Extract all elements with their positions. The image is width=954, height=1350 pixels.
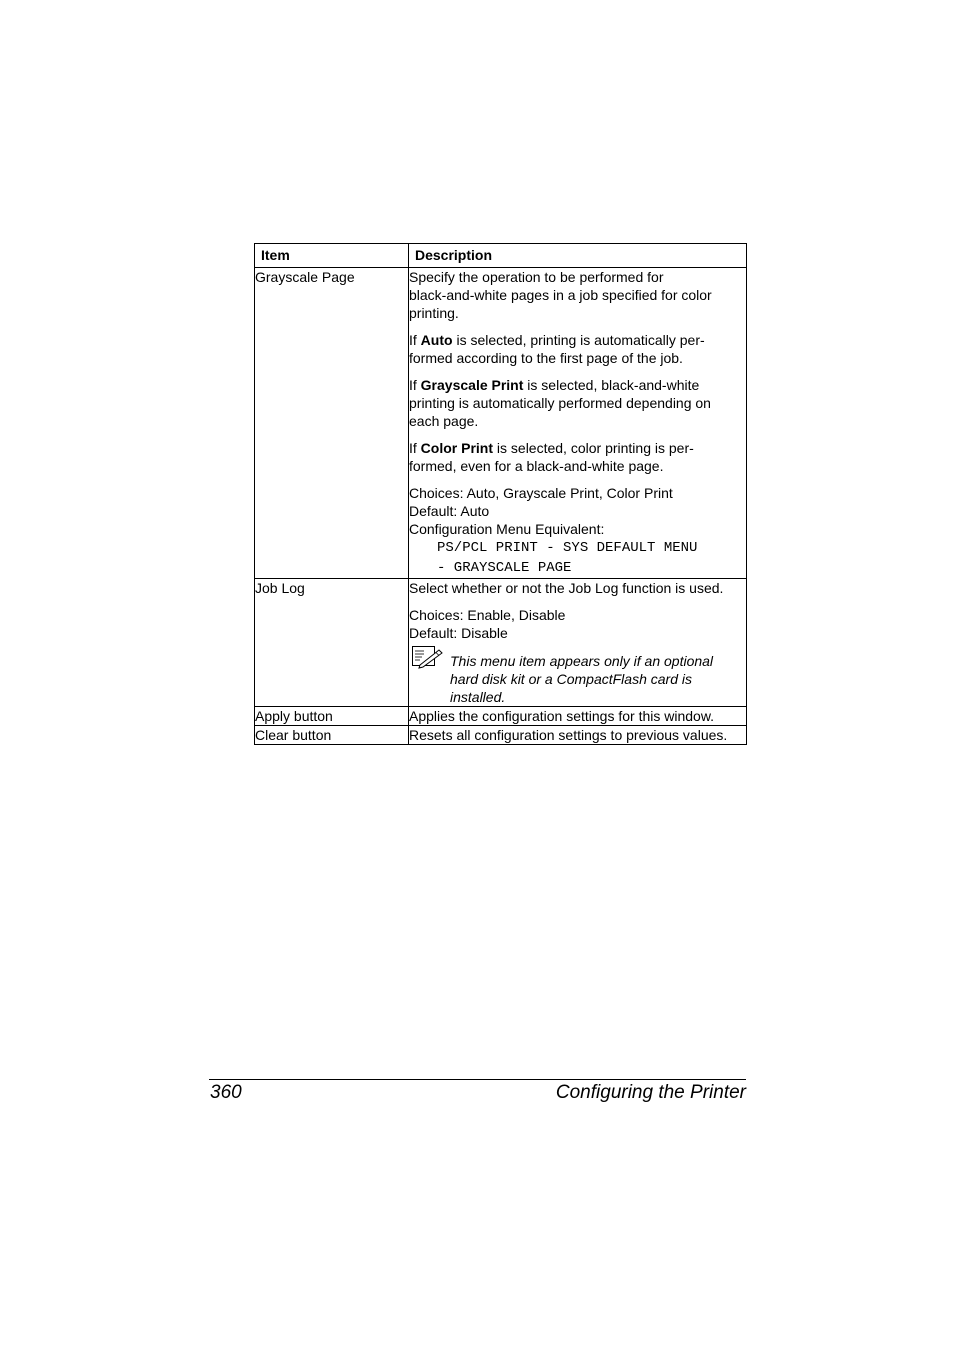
menu-path: PS/PCL PRINT - SYS DEFAULT MENU — [437, 540, 698, 556]
note-text: installed. — [450, 689, 506, 705]
text-rest: is selected, black-and-white — [523, 377, 700, 393]
option-name: Grayscale Print — [420, 377, 524, 393]
description-paragraph — [409, 484, 746, 578]
text-line: Specify the operation to be performed for — [409, 269, 664, 285]
note-text: hard disk kit or a CompactFlash card is — [450, 671, 692, 687]
settings-table — [254, 243, 747, 745]
text-line — [409, 376, 746, 394]
text-line: printing. — [409, 305, 459, 321]
text-line: printing is automatically performed depending on — [409, 395, 711, 411]
option-name: Auto — [420, 332, 453, 348]
description-cell — [409, 268, 747, 579]
description-paragraph — [409, 376, 746, 430]
note-text: This menu item appears only if an optional — [450, 653, 714, 669]
description-cell — [409, 579, 747, 707]
text-line: black-and-white pages in a job specified for color — [409, 287, 712, 303]
header-item: Item — [255, 244, 409, 268]
text-line: formed according to the first page of the job. — [409, 350, 683, 366]
text-line — [409, 439, 746, 457]
table-header-row — [255, 244, 747, 268]
table-row-grayscale-page — [255, 268, 747, 579]
text-line — [409, 331, 746, 349]
description-paragraph — [409, 268, 746, 322]
item-cell: Grayscale Page — [255, 268, 409, 579]
footer-title: Configuring the Printer — [555, 1082, 746, 1103]
description-cell: Applies the configuration settings for this window. — [409, 707, 747, 726]
default-text: Default: Disable — [409, 625, 508, 641]
item-cell: Job Log — [255, 579, 409, 707]
menu-equivalent-label: Configuration Menu Equivalent: — [409, 521, 605, 537]
menu-path: - GRAYSCALE PAGE — [437, 560, 572, 576]
description-paragraph — [409, 439, 746, 475]
text-prefix: If — [409, 440, 421, 456]
item-cell: Clear button — [255, 726, 409, 745]
description-paragraph — [409, 606, 746, 642]
table-row-job-log — [255, 579, 747, 707]
text-line: Select whether or not the Job Log function is used. — [409, 580, 724, 596]
choices-text: Choices: Enable, Disable — [409, 607, 566, 623]
text-line: each page. — [409, 413, 479, 429]
description-paragraph — [409, 331, 746, 367]
default-text: Default: Auto — [409, 503, 490, 519]
table-row-clear-button — [255, 726, 747, 745]
text-rest: is selected, color printing is per- — [493, 440, 694, 456]
table-row-apply-button — [255, 707, 747, 726]
description-paragraph — [409, 579, 746, 597]
note-block — [409, 652, 746, 706]
text-prefix: If — [409, 377, 421, 393]
note-pencil-icon — [411, 645, 443, 669]
page-number: 360 — [210, 1082, 242, 1103]
footer-divider — [209, 1079, 746, 1080]
text-rest: is selected, printing is automatically per- — [452, 332, 705, 348]
option-name: Color Print — [420, 440, 494, 456]
header-description: Description — [409, 244, 747, 268]
text-line: formed, even for a black-and-white page. — [409, 458, 664, 474]
item-cell: Apply button — [255, 707, 409, 726]
description-cell: Resets all configuration settings to previous values. — [409, 726, 747, 745]
choices-text: Choices: Auto, Grayscale Print, Color Print — [409, 485, 673, 501]
text-prefix: If — [409, 332, 421, 348]
